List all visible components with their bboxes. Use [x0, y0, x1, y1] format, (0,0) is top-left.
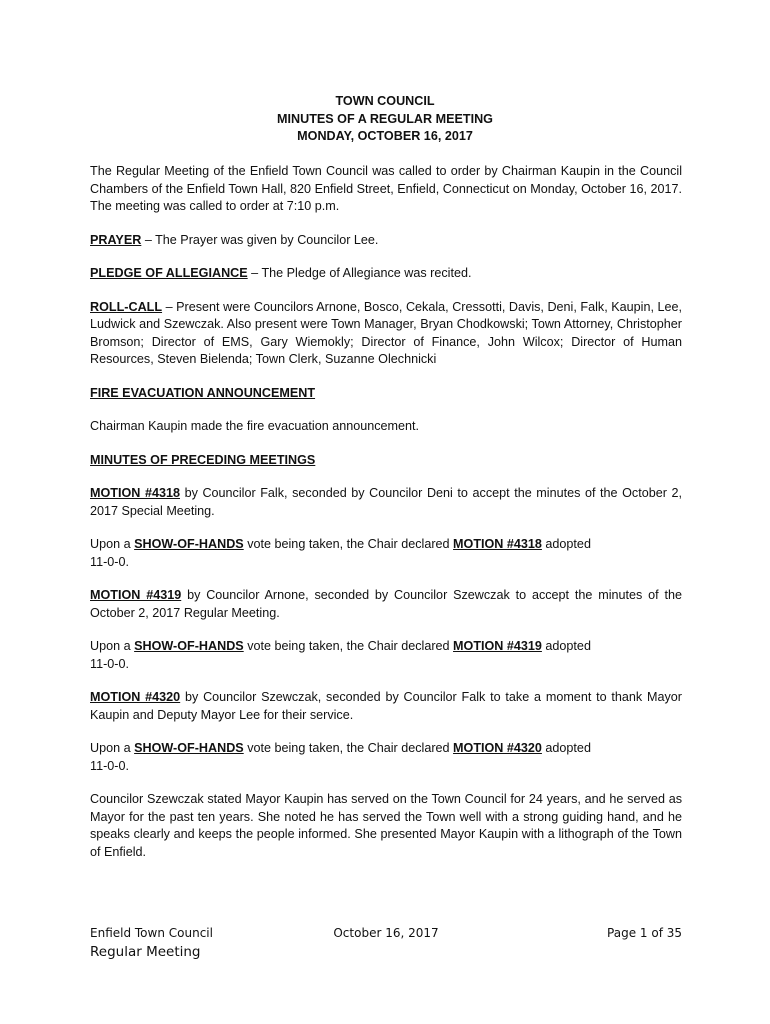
- fire-paragraph: Chairman Kaupin made the fire evacuation announcement.: [90, 419, 420, 433]
- vote-4318-result: 11-0-0.: [90, 554, 129, 569]
- pledge-paragraph: [90, 265, 682, 283]
- motion-4318-text: by Councilor Falk, seconded by Councilor Deni to accept the minutes of the October 2, 2017 Special Meeting.: [90, 486, 683, 518]
- vote-4320-show: SHOW-OF-HANDS: [134, 741, 244, 755]
- rollcall-text: – Present were Councilors Arnone, Bosco, Cekala, Cressotti, Davis, Deni, Falk, Kaupin, Lee, Ludwick and Szewczak. Also present were Town Manager, Bryan Chodkowski; Town Attorney, Christopher Bromson; Director of EMS, Gary Wiemokly; Director of Finance, John Wilcox; Director of Human Resources, Steven Bielenda; Town Clerk, Suzanne Olechnicki: [90, 299, 682, 366]
- footer-date: October 16, 2017: [333, 926, 439, 940]
- minutes-heading-paragraph: [90, 452, 682, 470]
- motion-4320-text: by Councilor Szewczak, seconded by Councilor Falk to take a moment to thank Mayor Kaupin and Deputy Mayor Lee for their service.: [90, 690, 682, 722]
- vote-4320-mid: vote being taken, the Chair declared: [243, 741, 454, 755]
- prayer-paragraph: [90, 232, 682, 250]
- vote-4318-pre: Upon a: [90, 537, 135, 551]
- closing-paragraph: Councilor Szewczak stated Mayor Kaupin has served on the Town Council for 24 years, and he served as Mayor for the past ten years. She noted he has served the Town well with a strong guiding hand, and he speaks clearly and keeps the people informed. She presented Mayor Kaupin with a lithograph of the Town of Enfield.: [90, 792, 682, 859]
- vote-4319-result: 11-0-0.: [90, 656, 129, 671]
- vote-4320-result: 11-0-0.: [90, 758, 129, 773]
- header-subtitle: MINUTES OF A REGULAR MEETING: [277, 111, 493, 126]
- vote-4320-motion: MOTION #4320: [453, 741, 542, 755]
- prayer-heading: PRAYER: [90, 232, 142, 247]
- motion-4318-label: MOTION #4318: [90, 486, 180, 500]
- vote-4320-paragraph: [90, 740, 682, 775]
- rollcall-paragraph: [90, 299, 682, 369]
- fire-heading-paragraph: [90, 385, 682, 403]
- footer-meeting-type: Regular Meeting: [90, 944, 201, 960]
- header-title: TOWN COUNCIL: [335, 94, 435, 108]
- motion-4320-paragraph: [90, 689, 682, 724]
- vote-4319-pre: Upon a: [90, 639, 135, 653]
- vote-4318-paragraph: [90, 536, 682, 571]
- vote-4320-pre: Upon a: [90, 741, 135, 755]
- vote-4318-mid: vote being taken, the Chair declared: [243, 537, 454, 551]
- rollcall-heading: ROLL-CALL: [90, 299, 163, 314]
- vote-4319-motion: MOTION #4319: [453, 639, 542, 653]
- motion-4318-paragraph: [90, 485, 682, 520]
- vote-4319-show: SHOW-OF-HANDS: [134, 639, 244, 653]
- header-date: MONDAY, OCTOBER 16, 2017: [297, 129, 473, 143]
- footer-org: Enfield Town Council: [90, 926, 213, 940]
- motion-4319-label: MOTION #4319: [90, 588, 182, 602]
- vote-4319-mid: vote being taken, the Chair declared: [243, 639, 454, 653]
- minutes-heading: MINUTES OF PRECEDING MEETINGS: [90, 452, 316, 467]
- vote-4318-motion: MOTION #4318: [453, 537, 542, 551]
- vote-4319-post: adopted: [541, 639, 591, 653]
- page-footer: [90, 925, 682, 961]
- motion-4319-text: by Councilor Arnone, seconded by Councilor Szewczak to accept the minutes of the October 2, 2017 Regular Meeting.: [90, 588, 682, 620]
- prayer-text: – The Prayer was given by Councilor Lee.: [141, 232, 379, 247]
- footer-page-number: Page 1 of 35: [607, 926, 682, 940]
- vote-4318-post: adopted: [541, 537, 591, 551]
- document-header: [0, 93, 770, 146]
- vote-4318-show: SHOW-OF-HANDS: [134, 537, 244, 551]
- document-body: [90, 163, 682, 877]
- motion-4320-label: MOTION #4320: [90, 690, 181, 704]
- pledge-heading: PLEDGE OF ALLEGIANCE: [90, 266, 248, 280]
- pledge-text: – The Pledge of Allegiance was recited.: [247, 266, 472, 280]
- vote-4319-paragraph: [90, 638, 682, 673]
- intro-paragraph: The Regular Meeting of the Enfield Town Council was called to order by Chairman Kaupin in the Council Chambers of the Enfield Town Hall, 820 Enfield Street, Enfield, Connecticut on Monday, October 16, 2017. The meeting was called to order at 7:10 p.m.: [90, 164, 682, 213]
- vote-4320-post: adopted: [541, 741, 591, 755]
- fire-heading: FIRE EVACUATION ANNOUNCEMENT: [90, 385, 316, 400]
- motion-4319-paragraph: [90, 587, 682, 622]
